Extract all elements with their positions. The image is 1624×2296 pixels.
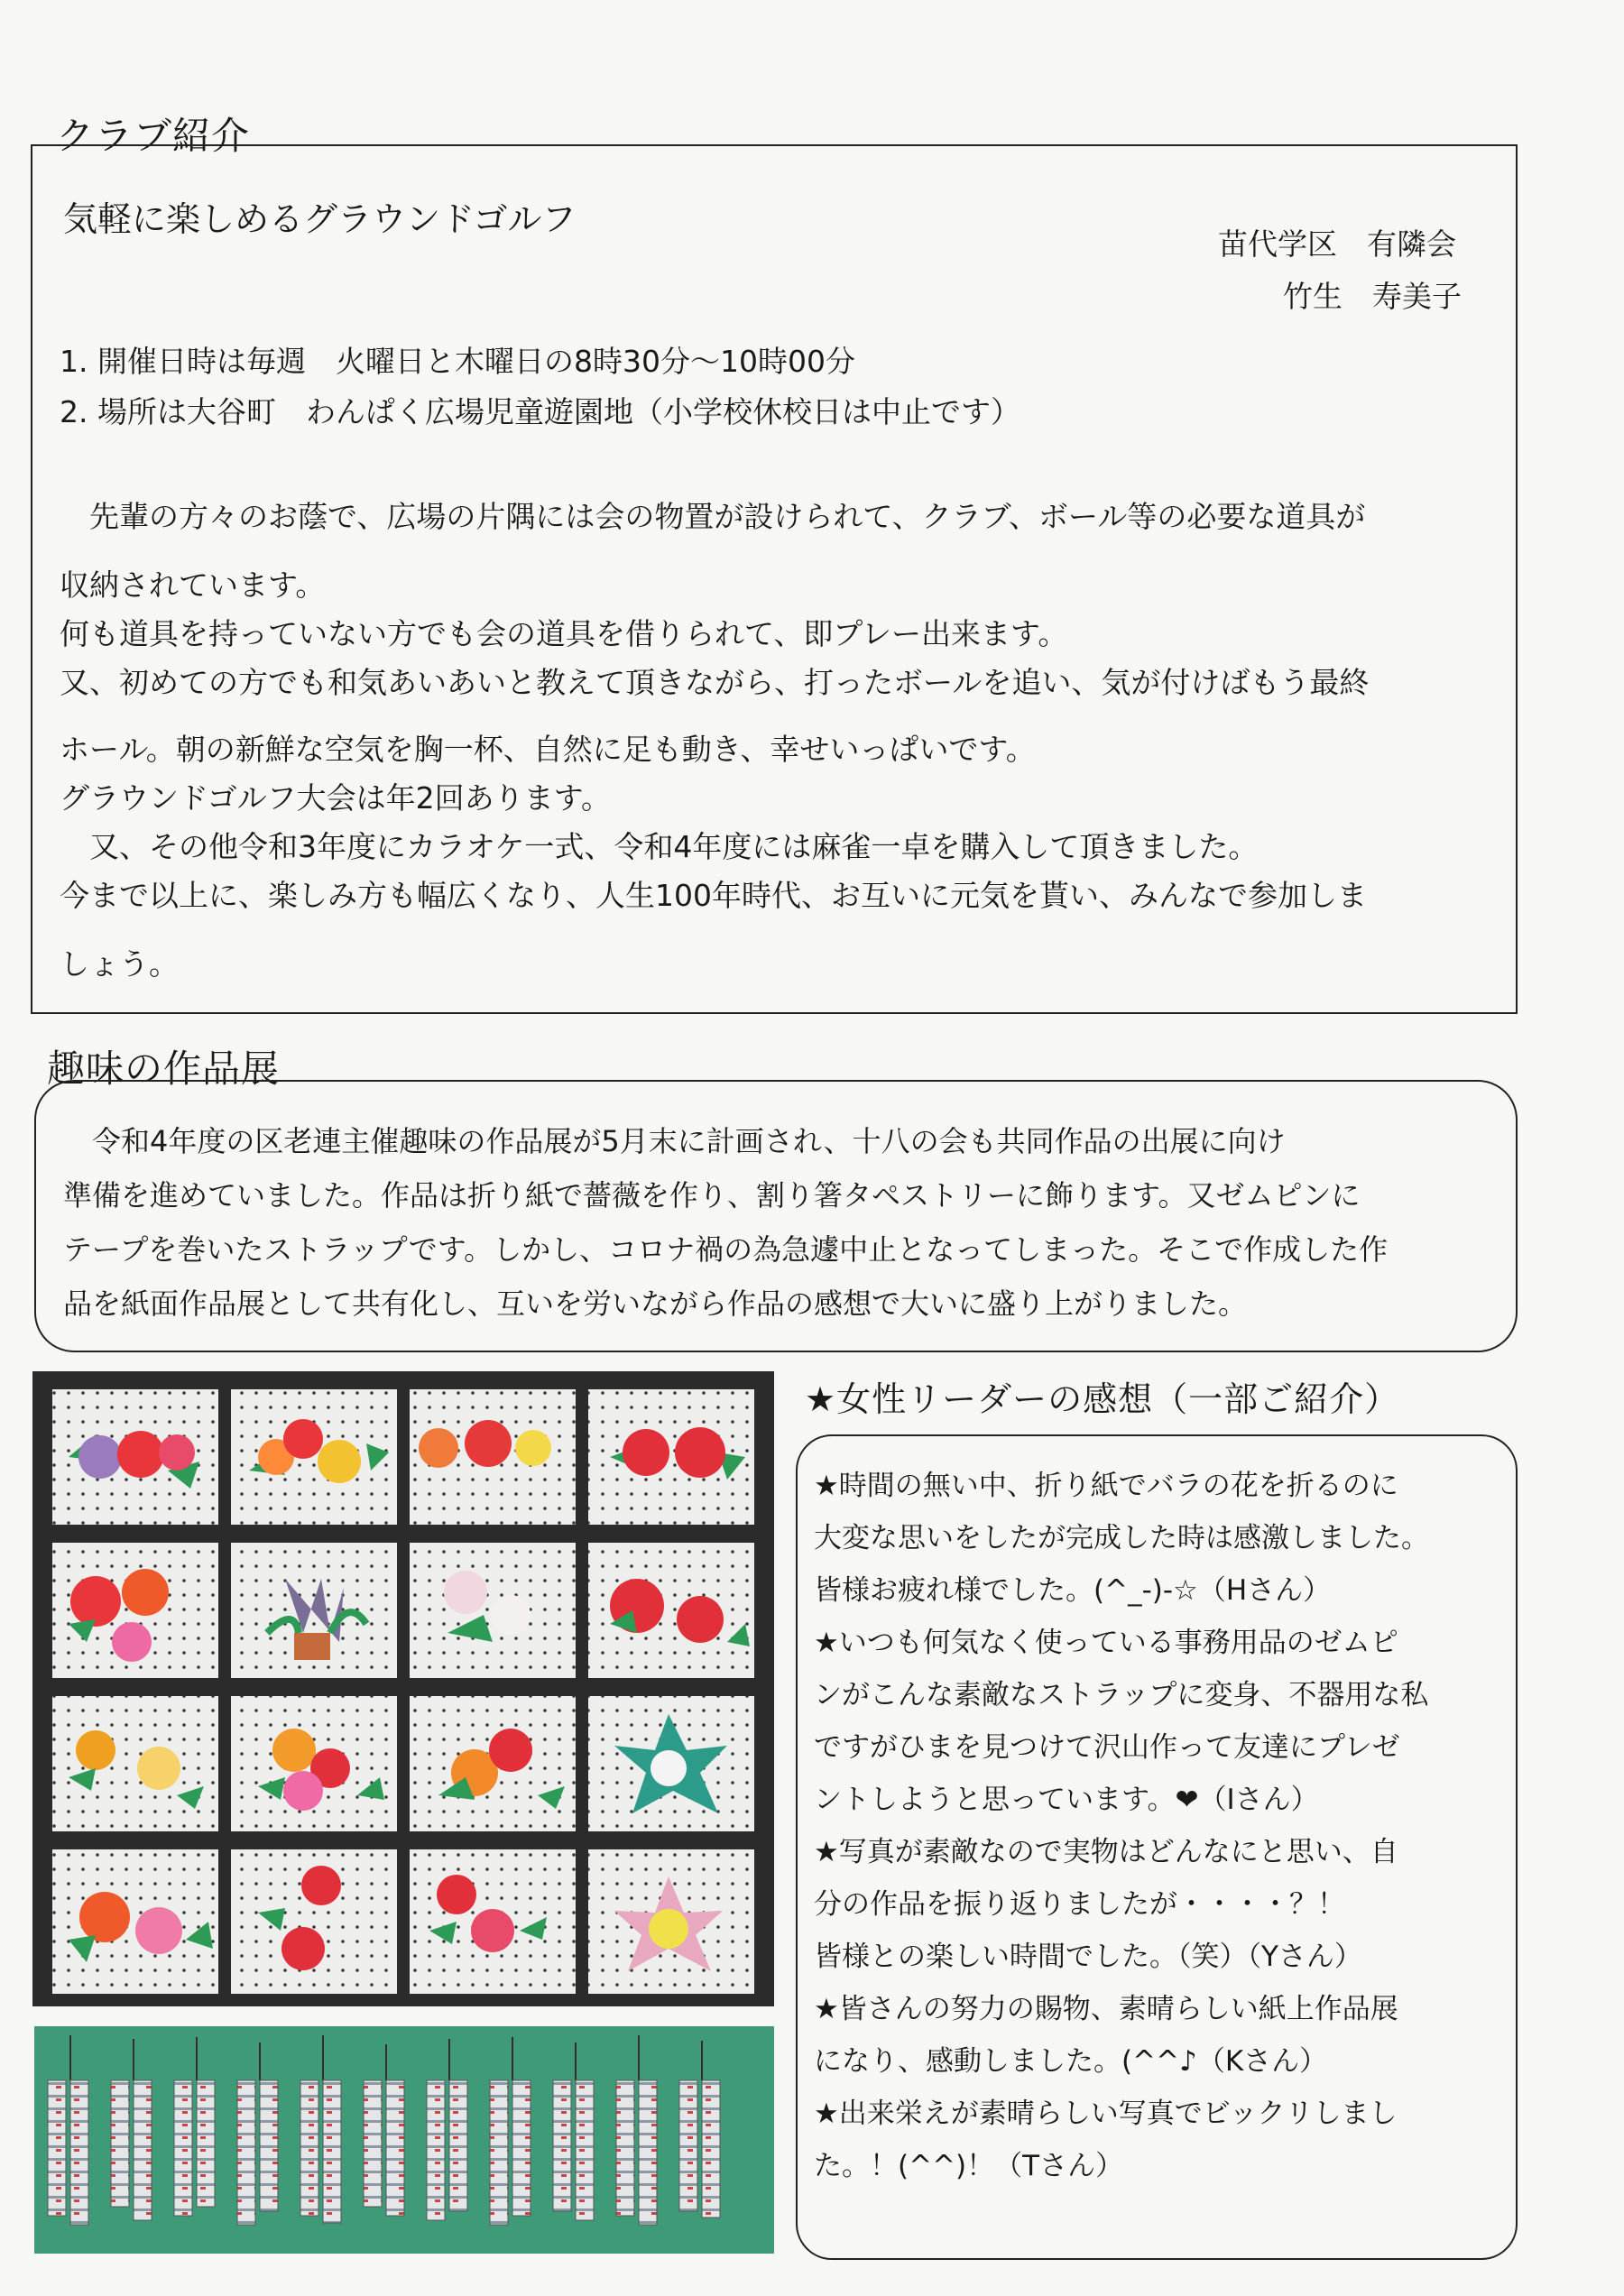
impression-line: ★皆さんの努力の賜物、素晴らしい紙上作品展 xyxy=(814,1993,1398,2025)
tapestry-grid xyxy=(32,1371,774,2006)
exhibit-intro-box xyxy=(34,1080,1518,1352)
club-box xyxy=(31,144,1518,1014)
impression-line: た。！(^^)！（Tさん） xyxy=(814,2150,1124,2182)
exhibit-intro-line: 品を紙面作品展として共有化し、互いを労いながら作品の感想で大いに盛り上がりました。 xyxy=(63,1286,1248,1321)
impressions-box xyxy=(796,1434,1518,2260)
rose-tapestry-photo xyxy=(32,1371,774,2006)
club-body-line: 又、その他令和3年度にカラオケ一式、令和4年度には麻雀一卓を購入して頂きました。 xyxy=(60,829,1259,864)
exhibit-intro-line: 準備を進めていました。作品は折り紙で薔薇を作り、割り箸タペストリーに飾ります。又ゼムピンに xyxy=(63,1178,1361,1213)
exhibit-heading: 趣味の作品展 xyxy=(47,1047,281,1091)
tapestry-panels xyxy=(52,1389,754,1994)
impression-line: ントしようと思っています。❤（Iさん） xyxy=(814,1784,1319,1816)
club-author: 竹生 寿美子 xyxy=(1283,279,1462,314)
impression-line: になり、感動しました。(^^♪（Kさん） xyxy=(814,2045,1328,2078)
club-item: 1. 開催日時は毎週 火曜日と木曜日の8時30分～10時00分 xyxy=(60,344,855,379)
club-body-line: ホール。朝の新鮮な空気を胸一杯、自然に足も動き、幸せいっぱいです。 xyxy=(60,732,1036,767)
impressions-heading: ★女性リーダーの感想（一部ご紹介） xyxy=(805,1379,1400,1419)
club-body-line: しょう。 xyxy=(60,946,179,982)
club-item: 2. 場所は大谷町 わんぱく広場児童遊園地（小学校休校日は中止です） xyxy=(60,394,1020,429)
club-body-line: 今まで以上に、楽しみ方も幅広くなり、人生100年時代、お互いに元気を貰い、みんなで参加しま xyxy=(60,878,1367,913)
club-body-line: 又、初めての方でも和気あいあいと教えて頂きながら、打ったボールを追い、気が付けばもう最終 xyxy=(60,665,1370,700)
club-title: 気軽に楽しめるグラウンドゴルフ xyxy=(63,199,577,239)
impression-line: 大変な思いをしたが完成した時は感激しました。 xyxy=(814,1522,1429,1554)
club-heading: クラブ紹介 xyxy=(56,114,251,158)
impression-line: 皆様との楽しい時間でした。（笑）（Yさん） xyxy=(814,1941,1362,1973)
strap-photo xyxy=(34,2026,774,2254)
exhibit-intro-line: テープを巻いたストラップです。しかし、コロナ禍の為急遽中止となってしまった。そこで作成した作 xyxy=(63,1232,1389,1267)
impression-line: ですがひまを見つけて沢山作って友達にプレゼ xyxy=(814,1731,1400,1764)
impression-line: ★時間の無い中、折り紙でバラの花を折るのに xyxy=(814,1470,1398,1502)
club-body-line: 先輩の方々のお蔭で、広場の片隅には会の物置が設けられて、クラブ、ボール等の必要な道具が xyxy=(60,499,1366,534)
impression-line: 皆様お疲れ様でした。(^_-)-☆（Hさん） xyxy=(814,1574,1332,1607)
club-affiliation: 苗代学区 有隣会 xyxy=(1218,226,1456,262)
exhibit-intro-line: 令和4年度の区老連主催趣味の作品展が5月末に計画され、十八の会も共同作品の出展に向け xyxy=(63,1124,1286,1158)
impression-line: ★写真が素敵なので実物はどんなにと思い、自 xyxy=(814,1836,1398,1868)
club-body-line: 収納されています。 xyxy=(60,567,326,603)
impression-line: ★出来栄えが素晴らしい写真でビックリしまし xyxy=(814,2098,1398,2130)
impression-line: 分の作品を振り返りましたが・・・・？！ xyxy=(814,1888,1345,1921)
zem-pin-straps xyxy=(34,2026,774,2254)
impression-line: ンがこんな素敵なストラップに変身、不器用な私 xyxy=(814,1679,1429,1711)
impression-line: ★いつも何気なく使っている事務用品のゼムピ xyxy=(814,1627,1398,1659)
club-body-line: 何も道具を持っていない方でも会の道具を借りられて、即プレー出来ます。 xyxy=(60,616,1068,651)
club-body-line: グラウンドゴルフ大会は年2回あります。 xyxy=(60,780,612,816)
